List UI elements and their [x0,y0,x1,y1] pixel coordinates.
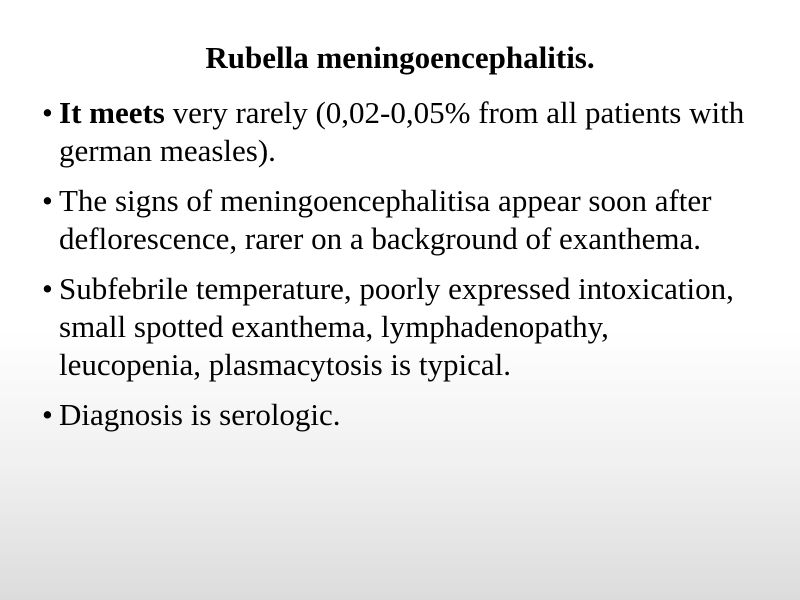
bullet-text: Diagnosis is serologic. [59,397,341,432]
bullet-icon: • [42,271,53,306]
bullet-lead-text: It meets [59,95,165,130]
bullet-item-diagnosis [42,396,758,434]
bullet-icon: • [42,183,53,218]
bullet-text: The signs of meningoencephalitisa appear soon after deflorescence, rarer on a background of exanthema. [59,183,712,256]
slide-title: Rubella meningoencephalitis. [205,40,595,75]
bullet-list [42,94,758,446]
bullet-text: Subfebrile temperature, poorly expressed intoxication, small spotted exanthema, lymphadenopathy, leucopenia, plasmacytosis is typical. [59,271,734,382]
bullet-icon: • [42,397,53,432]
bullet-item-symptoms [42,270,758,384]
bullet-item-frequency [42,94,758,170]
bullet-text: very rarely (0,02-0,05% from all patients with german measles). [59,95,745,168]
bullet-item-onset [42,182,758,258]
bullet-icon: • [42,95,53,130]
